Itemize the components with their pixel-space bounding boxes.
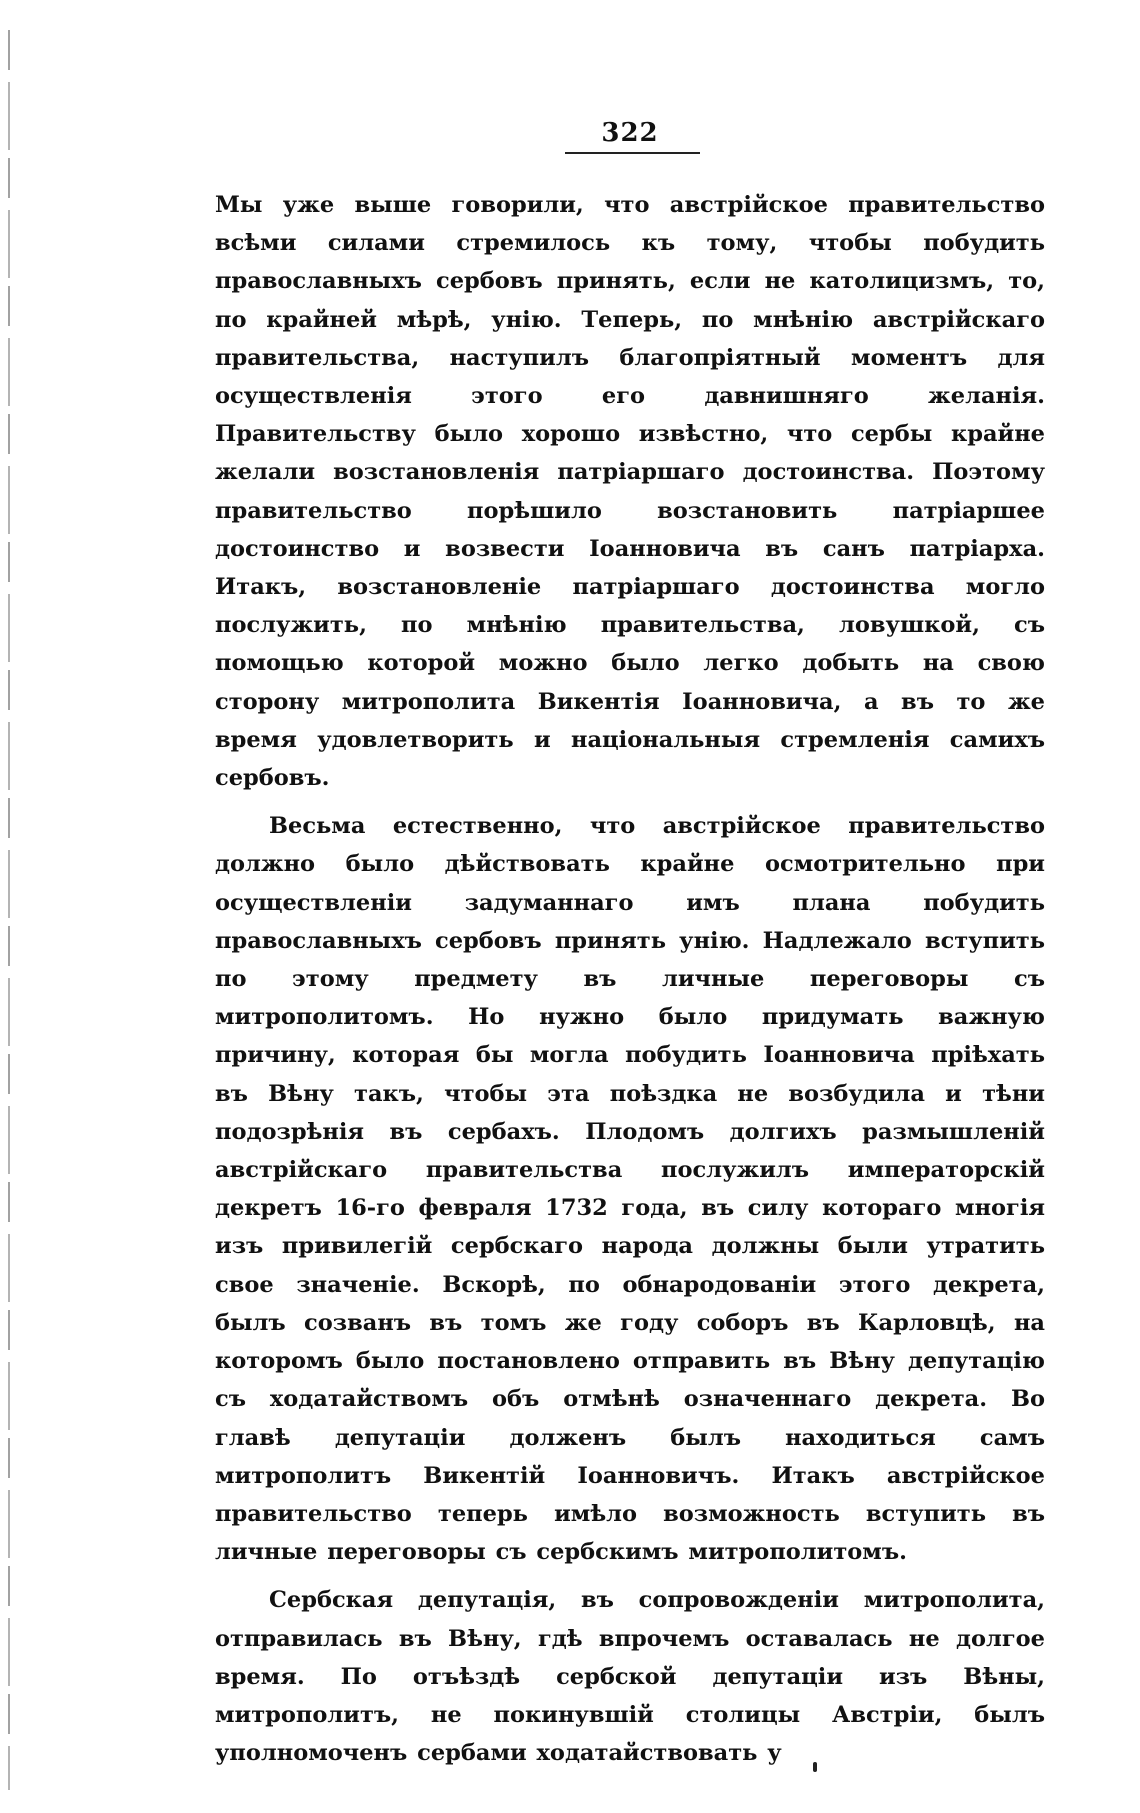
ink-speck — [813, 1762, 817, 1772]
body-text — [215, 186, 1045, 1772]
header-rule — [565, 152, 700, 154]
page-edge-shadow — [8, 30, 10, 1790]
page-number: 322 — [601, 118, 659, 148]
paragraph-1: Мы уже выше говорили, что австрійское правительство всѣми силами стремилось къ тому, чтобы побудить православныхъ сербовъ принять, если не католицизмъ, то, по крайней мѣрѣ, унію. Теперь, по мнѣнію австрійскаго правительства, наступилъ благопріятный моментъ для осуществленія этого его давнишняго желанія. Правительству было хорошо извѣстно, что сербы крайне желали возстановленія патріаршаго достоинства. Поэтому правительство порѣшило возстановить патріаршее достоинство и возвести Іоанновича въ санъ патріарха. Итакъ, возстановленіе патріаршаго достоинства могло послужить, по мнѣнію правительства, ловушкой, съ помощью которой можно было легко добыть на свою сторону митрополита Викентія Іоанновича, а въ то же время удовлетворить и національныя стремленія самихъ сербовъ. — [215, 192, 1045, 792]
paragraph-3: Сербская депутація, въ сопровожденіи митрополита, отправилась въ Вѣну, гдѣ впрочемъ оставалась не долгое время. По отъѣздѣ сербской депутаціи изъ Вѣны, митрополитъ, не покинувшій столицы Австріи, былъ уполномоченъ сербами ходатайствовать у — [215, 1587, 1045, 1767]
paragraph-2: Весьма естественно, что австрійское правительство должно было дѣйствовать крайне осмотрительно при осуществленіи задуманнаго имъ плана побудить православныхъ сербовъ принять унію. Надлежало вступить по этому предмету въ личные переговоры съ митрополитомъ. Но нужно было придумать важную причину, которая бы могла побудить Іоанновича пріѣхать въ Вѣну такъ, чтобы эта поѣздка не возбудила и тѣни подозрѣнія въ сербахъ. Плодомъ долгихъ размышленій австрійскаго правительства послужилъ императорскій декретъ 16-го февраля 1732 года, въ силу котораго многія изъ привилегій сербскаго народа должны были утратить свое значеніе. Вскорѣ, по обнародованіи этого декрета, былъ созванъ въ томъ же году соборъ въ Карловцѣ, на которомъ было постановлено отправить въ Вѣну депутацію съ ходатайствомъ объ отмѣнѣ означеннаго декрета. Во главѣ депутаціи долженъ былъ находиться самъ митрополитъ Викентій Іоанновичъ. Итакъ австрійское правительство теперь имѣло возможность вступить въ личные переговоры съ сербскимъ митрополитомъ. — [215, 813, 1045, 1566]
